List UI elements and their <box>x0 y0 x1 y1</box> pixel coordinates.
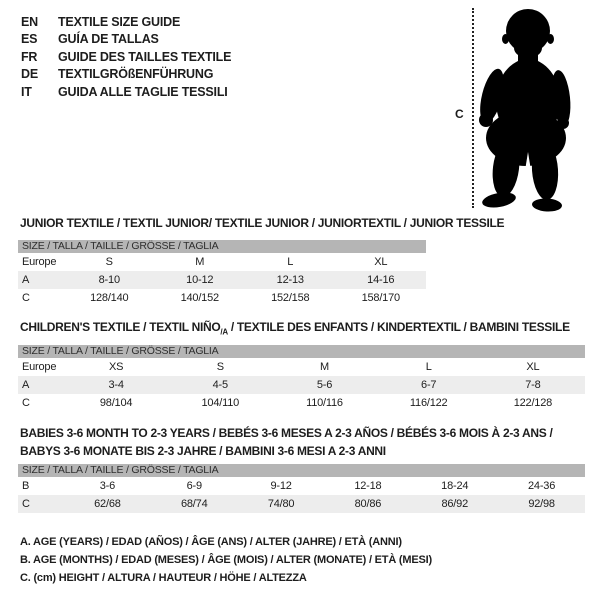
size-cell: S <box>216 361 224 373</box>
language-label: TEXTILGRÖßENFÜHRUNG <box>58 67 214 82</box>
size-cell: 10-12 <box>186 274 214 286</box>
size-cell: 4-5 <box>212 379 228 391</box>
row-label: C <box>22 397 30 409</box>
language-label: TEXTILE SIZE GUIDE <box>58 14 181 29</box>
size-cell: M <box>195 256 205 268</box>
footnotes <box>20 533 432 587</box>
language-row <box>21 13 231 31</box>
language-code: ES <box>21 32 38 47</box>
table-row <box>18 289 426 307</box>
children-title-text: CHILDREN'S TEXTILE / TEXTIL NIÑO <box>20 320 221 334</box>
row-label: Europe <box>22 361 57 373</box>
language-row <box>21 48 231 66</box>
table-row <box>18 477 585 495</box>
size-cell: 5-6 <box>316 379 333 391</box>
table-row <box>18 358 585 376</box>
size-cell: 92/98 <box>528 498 555 510</box>
size-cell: S <box>105 256 113 268</box>
footnote-b: B. AGE (MONTHS) / EDAD (MESES) / ÂGE (MOIS) / ALTER (MONATE) / ETÀ (MESI) <box>20 554 432 566</box>
language-code: DE <box>21 67 38 82</box>
language-row <box>21 83 231 101</box>
row-label: A <box>22 379 30 391</box>
size-cell: 14-16 <box>367 274 395 286</box>
size-cell: 6-9 <box>186 480 202 492</box>
language-row <box>21 31 231 49</box>
size-cell: 9-12 <box>270 480 292 492</box>
size-cell: 122/128 <box>513 397 553 409</box>
language-label: GUÍA DE TALLAS <box>58 32 159 47</box>
size-cell: 7-8 <box>525 379 541 391</box>
size-cell: XL <box>374 256 388 268</box>
size-cell: 3-6 <box>99 480 116 492</box>
size-cell: 104/110 <box>201 397 240 409</box>
size-cell: 18-24 <box>441 480 469 492</box>
size-header-band: SIZE / TALLA / TAILLE / GRÖSSE / TAGLIA <box>18 345 585 358</box>
baby-silhouette-icon <box>478 6 578 212</box>
language-label: GUIDA ALLE TAGLIE TESSILI <box>58 84 228 99</box>
size-cell: XS <box>108 361 124 373</box>
size-cell: 98/104 <box>99 397 133 409</box>
size-cell: 68/74 <box>180 498 208 510</box>
table-row <box>18 376 585 394</box>
size-cell: M <box>320 361 329 373</box>
size-cell: 80/86 <box>354 498 382 510</box>
language-header <box>21 13 231 101</box>
footnote-c: C. (cm) HEIGHT / ALTURA / HAUTEUR / HÖHE / ALTEZZA <box>20 572 307 584</box>
size-cell: 86/92 <box>441 498 468 510</box>
height-measure-line <box>472 8 474 208</box>
size-cell: 12-13 <box>276 274 304 286</box>
language-row <box>21 66 231 84</box>
language-label: GUIDE DES TAILLES TEXTILE <box>58 49 232 64</box>
babies-title-line1: BABIES 3-6 MONTH TO 2-3 YEARS / BEBÉS 3-6 MESES A 2-3 AÑOS / BÉBÉS 3-6 MOIS À 2-3 ANS / <box>20 426 553 440</box>
table-row <box>18 394 585 412</box>
size-cell: L <box>287 256 294 268</box>
language-code: FR <box>21 49 38 64</box>
size-cell: 74/80 <box>267 498 295 510</box>
size-cell: 6-7 <box>421 379 437 391</box>
junior-section-title: JUNIOR TEXTILE / TEXTIL JUNIOR/ TEXTILE JUNIOR / JUNIORTEXTIL / JUNIOR TESSILE <box>20 216 505 230</box>
table-row <box>18 495 585 513</box>
size-cell: 12-18 <box>354 480 382 492</box>
size-cell: 24-36 <box>528 480 556 492</box>
babies-title-line2: BABYS 3-6 MONATE BIS 2-3 JAHRE / BAMBINI 3-6 MESI A 2-3 ANNI <box>20 444 386 458</box>
language-code: IT <box>21 84 32 99</box>
babies-section-title <box>20 424 552 460</box>
size-cell: 140/152 <box>180 292 219 304</box>
language-code: EN <box>21 14 38 29</box>
size-cell: 128/140 <box>90 292 129 304</box>
children-title-text: / TEXTILE DES ENFANTS / KINDERTEXTIL / BAMBINI TESSILE <box>227 320 570 334</box>
row-label: C <box>22 292 30 304</box>
size-cell: L <box>425 361 432 373</box>
row-label: A <box>22 274 30 286</box>
size-header-band: SIZE / TALLA / TAILLE / GRÖSSE / TAGLIA <box>18 464 585 477</box>
size-cell: 152/158 <box>271 292 310 304</box>
children-size-table <box>18 345 585 412</box>
size-cell: 3-4 <box>108 379 124 391</box>
size-cell: 8-10 <box>98 274 120 286</box>
size-cell: XL <box>526 361 540 373</box>
children-section-title <box>20 320 570 339</box>
children-title-subscript: /A <box>220 327 228 337</box>
footnote-a: A. AGE (YEARS) / EDAD (AÑOS) / ÂGE (ANS) / ALTER (JAHRE) / ETÀ (ANNI) <box>20 536 402 548</box>
babies-size-table <box>18 464 585 513</box>
size-cell: 110/116 <box>306 397 343 409</box>
row-label: C <box>22 498 30 510</box>
height-measure-label: C <box>455 107 464 121</box>
table-row <box>18 253 426 271</box>
row-label: B <box>22 480 30 492</box>
size-cell: 158/170 <box>361 292 400 304</box>
row-label: Europe <box>22 256 57 268</box>
size-cell: 62/68 <box>94 498 121 510</box>
table-row <box>18 271 426 289</box>
size-cell: 116/122 <box>409 397 448 409</box>
junior-size-table <box>18 240 426 307</box>
size-header-band: SIZE / TALLA / TAILLE / GRÖSSE / TAGLIA <box>18 240 426 253</box>
